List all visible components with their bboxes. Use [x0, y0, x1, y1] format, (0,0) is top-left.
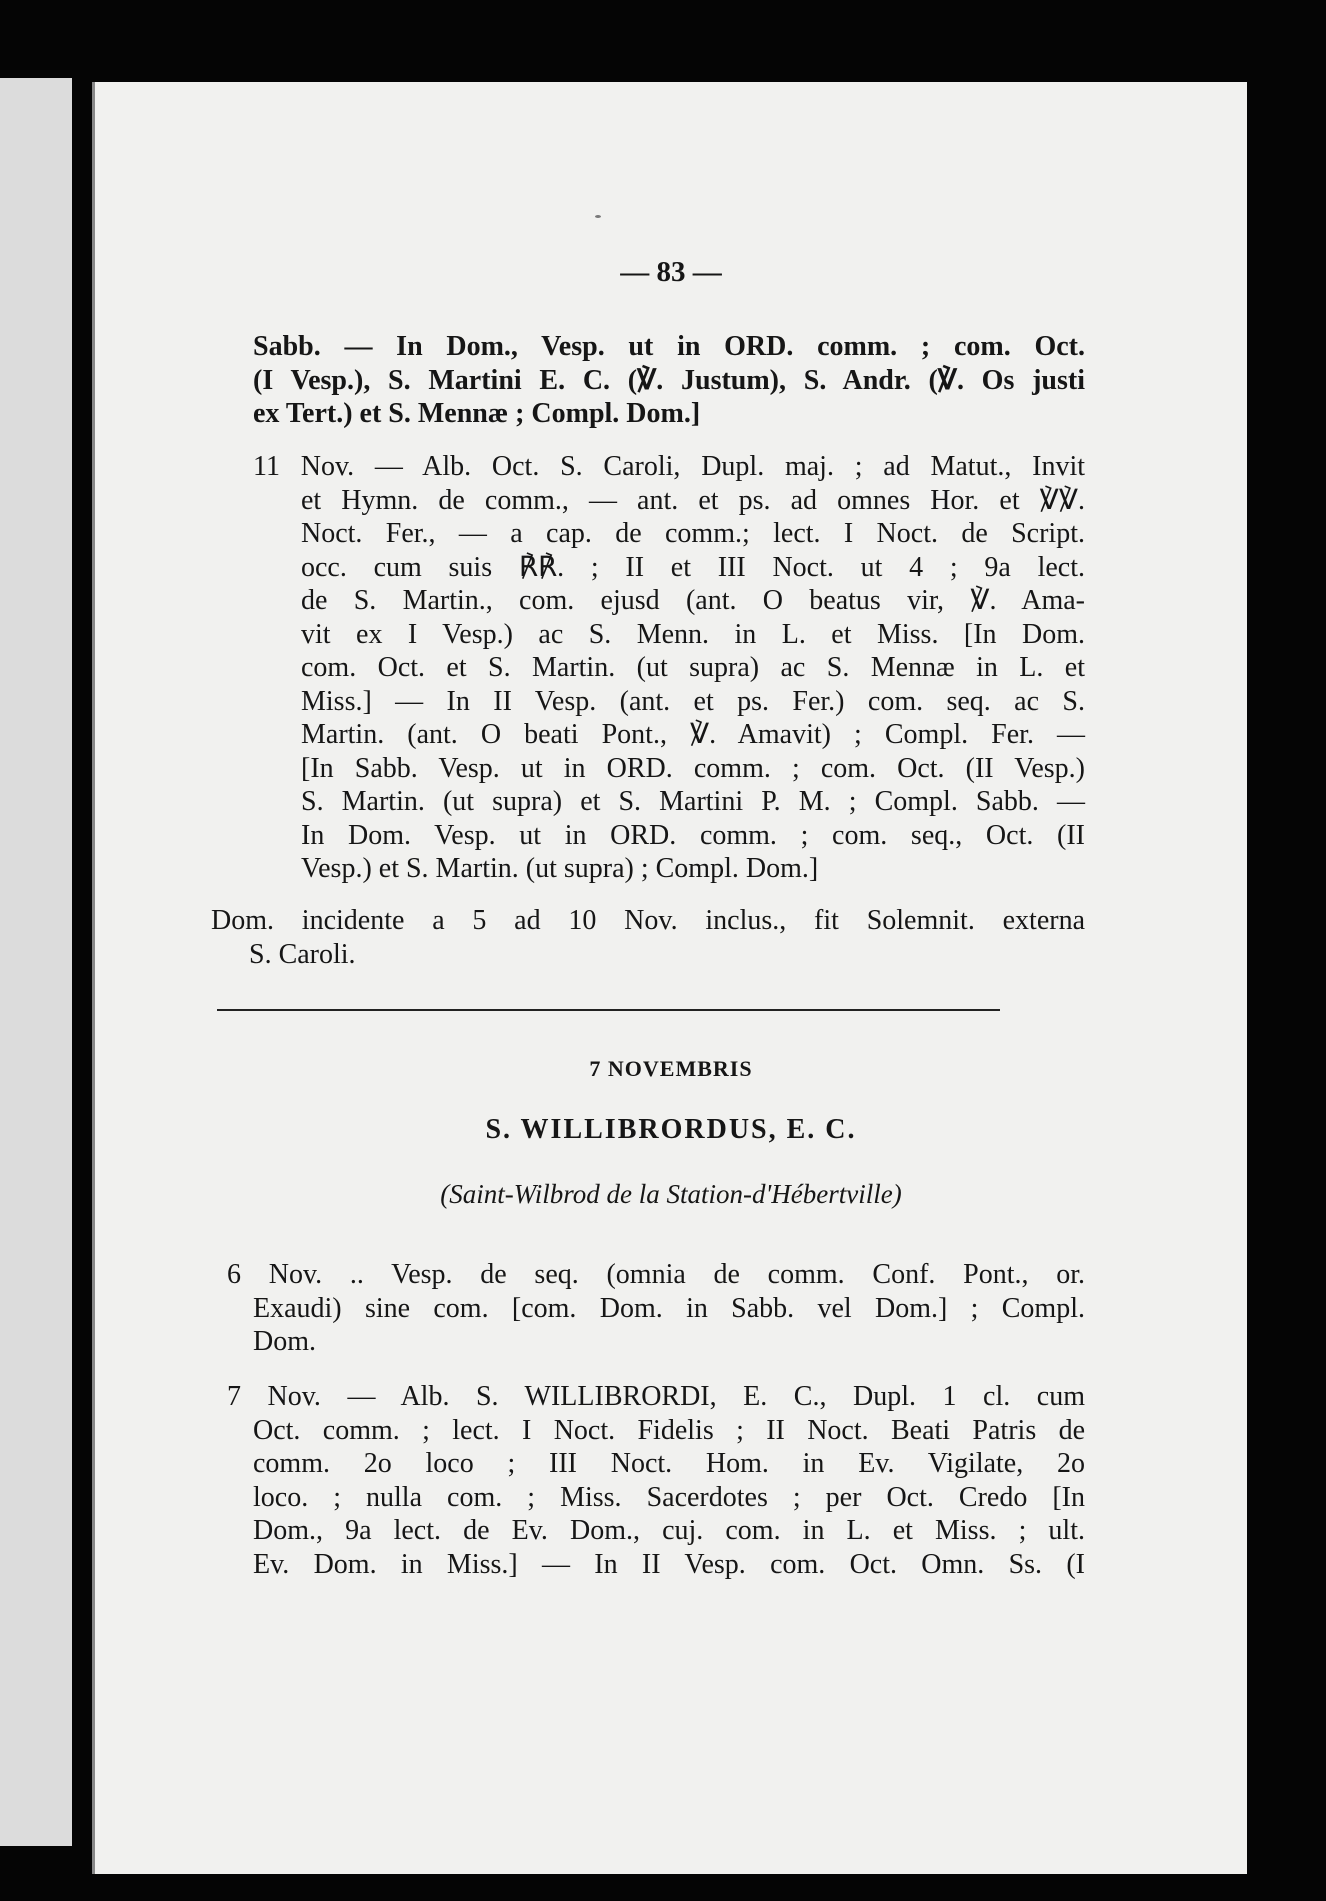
paragraph-11-nov: [253, 450, 1085, 886]
text-line: Martin. (ant. O beati Pont., ℣. Amavit) ; Compl. Fer. —: [301, 719, 1085, 750]
adjacent-page-edge: [0, 78, 72, 1846]
saint-heading: S. WILLIBRORDUS, E. C.: [485, 1114, 857, 1145]
section-divider: [217, 1009, 1000, 1011]
text-line: Dom., 9a lect. de Ev. Dom., cuj. com. in L. et Miss. ; ult.: [253, 1515, 1085, 1546]
text-line: Noct. Fer., — a cap. de comm.; lect. I Noct. de Script.: [301, 518, 1085, 549]
text-line: 6 Nov. .. Vesp. de seq. (omnia de comm. Conf. Pont., or.: [227, 1259, 1085, 1290]
text-line: Vesp.) et S. Martin. (ut supra) ; Compl. Dom.]: [301, 853, 819, 884]
paragraph-continuation: [253, 330, 1085, 431]
page-number: — 83 —: [620, 256, 722, 288]
text-line: vit ex I Vesp.) ac S. Menn. in L. et Miss. [In Dom.: [301, 618, 1085, 650]
text-line: S. Martin. (ut supra) et S. Martini P. M. ; Compl. Sabb. —: [301, 786, 1085, 817]
text-line: 7 Nov. — Alb. S. WILLIBRORDI, E. C., Dupl. 1 cl. cum: [227, 1381, 1085, 1412]
text-line: Dom.: [253, 1326, 316, 1357]
text-line: loco. ; nulla com. ; Miss. Sacerdotes ; per Oct. Credo [In: [253, 1481, 1085, 1513]
text-line: comm. 2o loco ; III Noct. Hom. in Ev. Vigilate, 2o: [253, 1448, 1085, 1479]
text-line: Dom. incidente a 5 ad 10 Nov. inclus., fit Solemnit. externa: [211, 905, 1085, 936]
paragraph-6-nov: [227, 1258, 1085, 1359]
text-line: Exaudi) sine com. [com. Dom. in Sabb. vel Dom.] ; Compl.: [253, 1292, 1085, 1324]
text-line: Miss.] — In II Vesp. (ant. et ps. Fer.) com. seq. ac S.: [301, 685, 1085, 717]
text-line: ex Tert.) et S. Mennæ ; Compl. Dom.]: [253, 398, 701, 429]
text-line: com. Oct. et S. Martin. (ut supra) ac S. Mennæ in L. et: [301, 652, 1085, 683]
paragraph-dom-incidente: [211, 904, 1085, 971]
text-line: S. Caroli.: [249, 938, 356, 970]
feast-date-heading: 7 NOVEMBRIS: [589, 1056, 753, 1081]
text-line: Sabb. — In Dom., Vesp. ut in ORD. comm. ; com. Oct.: [253, 331, 1085, 362]
book-page: [92, 82, 1247, 1874]
text-line: Oct. comm. ; lect. I Noct. Fidelis ; II Noct. Beati Patris de: [253, 1414, 1085, 1446]
text-line: [In Sabb. Vesp. ut in ORD. comm. ; com. Oct. (II Vesp.): [301, 752, 1085, 784]
paragraph-7-nov: [227, 1380, 1085, 1581]
text-line: Ev. Dom. in Miss.] — In II Vesp. com. Oct. Omn. Ss. (I: [253, 1548, 1085, 1580]
text-line: occ. cum suis ℟℟. ; II et III Noct. ut 4 ; 9a lect.: [301, 551, 1085, 583]
text-line: 11 Nov. — Alb. Oct. S. Caroli, Dupl. maj. ; ad Matut., Invit: [253, 451, 1085, 482]
text-line: In Dom. Vesp. ut in ORD. comm. ; com. seq., Oct. (II: [301, 819, 1085, 851]
parish-subtitle: (Saint-Wilbrod de la Station-d'Hébertville): [440, 1179, 902, 1209]
text-line: de S. Martin., com. ejusd (ant. O beatus vir, ℣. Ama-: [301, 585, 1085, 616]
text-line: (I Vesp.), S. Martini E. C. (℣. Justum), S. Andr. (℣. Os justi: [253, 364, 1085, 396]
scan-speck: [595, 215, 601, 218]
text-line: et Hymn. de comm., — ant. et ps. ad omnes Hor. et ℣℣.: [301, 484, 1085, 516]
